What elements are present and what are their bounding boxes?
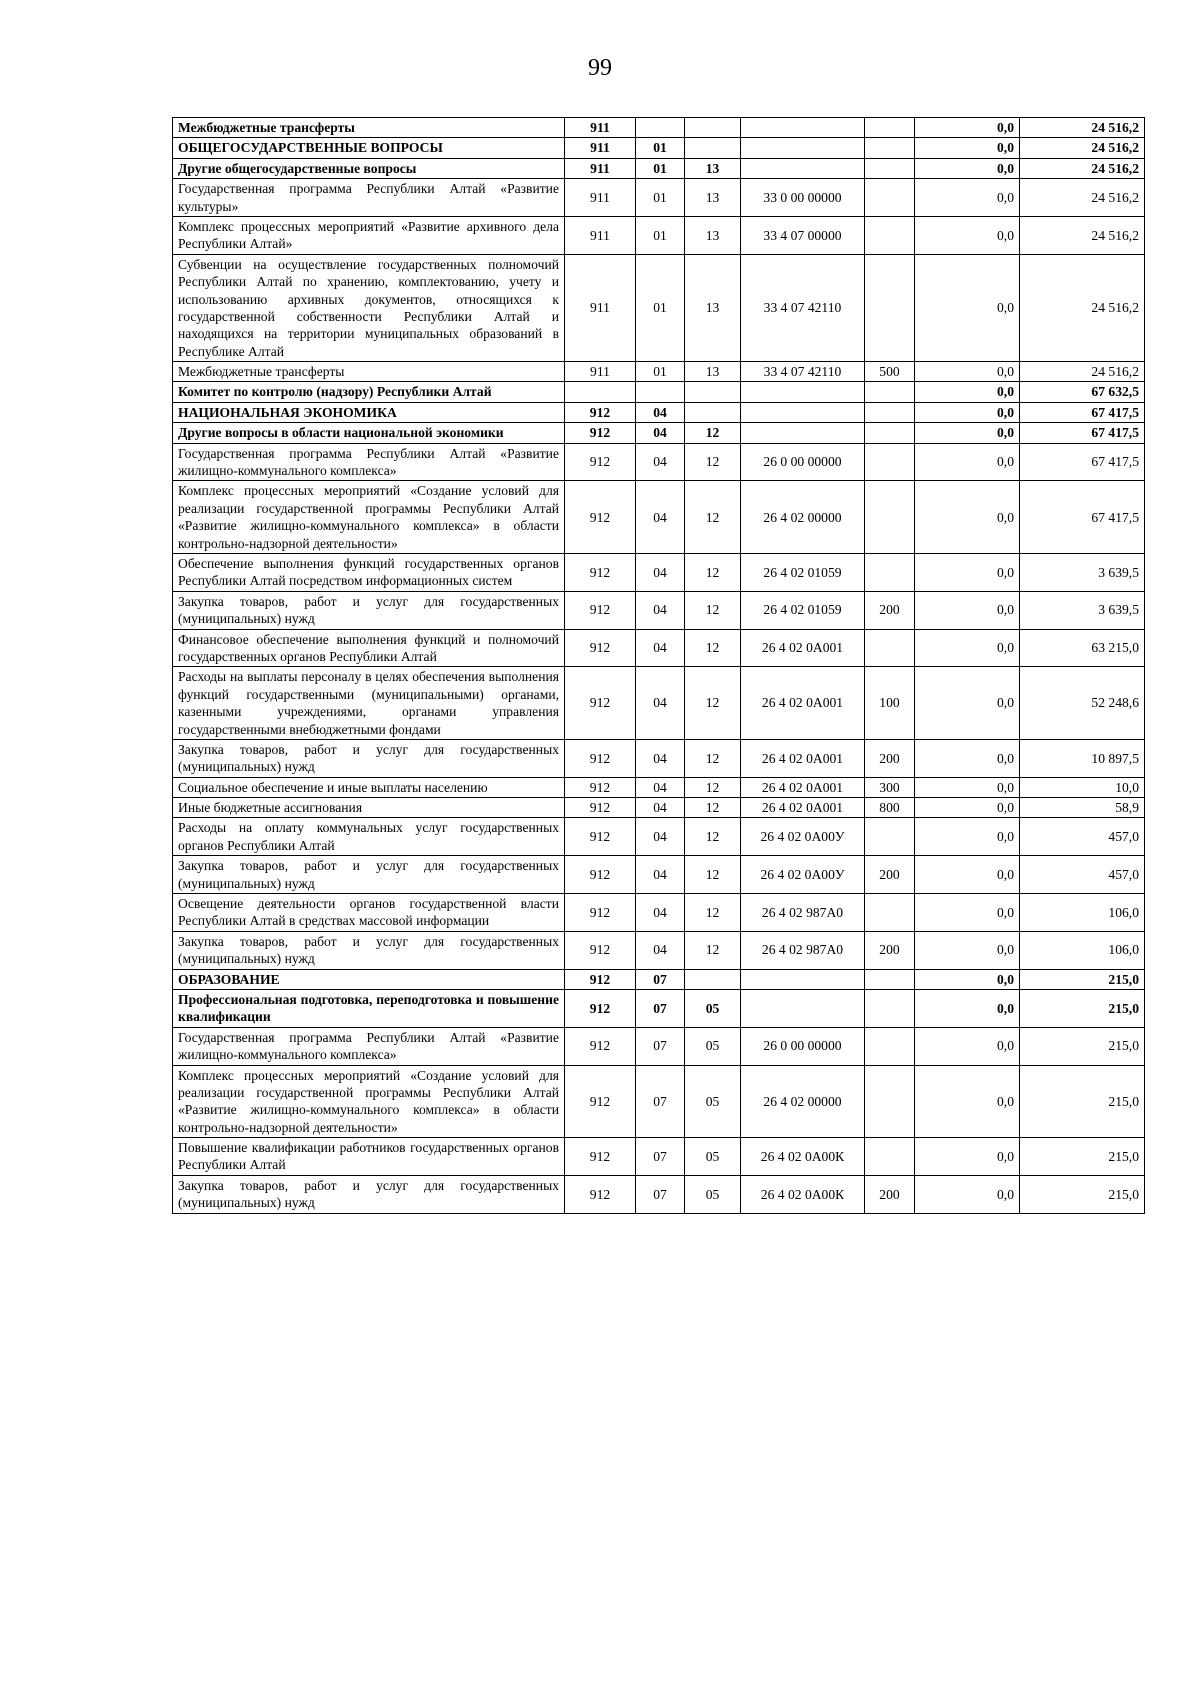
cell-section: 04	[636, 856, 685, 894]
cell-grbs: 911	[565, 254, 636, 361]
cell-expense-type	[865, 138, 915, 158]
cell-target-article: 33 4 07 00000	[741, 216, 865, 254]
cell-amount-2: 10 897,5	[1020, 739, 1145, 777]
cell-target-article: 26 4 02 0А00К	[741, 1138, 865, 1176]
cell-amount-2: 457,0	[1020, 856, 1145, 894]
cell-name: Закупка товаров, работ и услуг для государственных (муниципальных) нужд	[173, 931, 565, 969]
cell-amount-1: 0,0	[915, 1027, 1020, 1065]
table-row	[173, 969, 1145, 989]
cell-subsection: 12	[685, 777, 741, 797]
cell-section: 01	[636, 216, 685, 254]
cell-expense-type	[865, 179, 915, 217]
cell-name: Государственная программа Республики Алтай «Развитие жилищно-коммунального комплекса»	[173, 443, 565, 481]
cell-amount-1: 0,0	[915, 1175, 1020, 1213]
cell-amount-2: 67 417,5	[1020, 423, 1145, 443]
cell-name: Иные бюджетные ассигнования	[173, 798, 565, 818]
cell-target-article: 26 4 02 0А001	[741, 739, 865, 777]
table-row	[173, 667, 1145, 740]
cell-subsection: 12	[685, 443, 741, 481]
cell-amount-1: 0,0	[915, 667, 1020, 740]
cell-amount-1: 0,0	[915, 777, 1020, 797]
table-row	[173, 216, 1145, 254]
cell-section	[636, 382, 685, 402]
cell-subsection: 12	[685, 667, 741, 740]
cell-target-article: 26 0 00 00000	[741, 1027, 865, 1065]
cell-grbs: 912	[565, 856, 636, 894]
table-row	[173, 443, 1145, 481]
table-row	[173, 1027, 1145, 1065]
cell-name: ОБРАЗОВАНИЕ	[173, 969, 565, 989]
budget-table	[172, 117, 1145, 1214]
cell-target-article	[741, 382, 865, 402]
cell-name: НАЦИОНАЛЬНАЯ ЭКОНОМИКА	[173, 402, 565, 422]
cell-subsection: 13	[685, 254, 741, 361]
cell-amount-1: 0,0	[915, 382, 1020, 402]
table-row	[173, 894, 1145, 932]
cell-expense-type	[865, 216, 915, 254]
table-row	[173, 739, 1145, 777]
cell-expense-type	[865, 382, 915, 402]
cell-amount-1: 0,0	[915, 553, 1020, 591]
cell-section: 04	[636, 481, 685, 554]
cell-section: 01	[636, 179, 685, 217]
cell-target-article: 26 4 02 0А001	[741, 667, 865, 740]
cell-amount-1: 0,0	[915, 798, 1020, 818]
table-row	[173, 158, 1145, 178]
table-row	[173, 553, 1145, 591]
cell-expense-type	[865, 969, 915, 989]
cell-section: 07	[636, 989, 685, 1027]
cell-amount-2: 24 516,2	[1020, 118, 1145, 138]
cell-expense-type	[865, 1027, 915, 1065]
cell-amount-2: 106,0	[1020, 931, 1145, 969]
cell-amount-2: 457,0	[1020, 818, 1145, 856]
cell-target-article: 26 4 02 987А0	[741, 894, 865, 932]
cell-name: Комплекс процессных мероприятий «Создание условий для реализации государственной программы Республики Алтай «Развитие жилищно-коммунального комплекса» в области контрольно-надзорной деятельности»	[173, 481, 565, 554]
cell-subsection	[685, 118, 741, 138]
cell-expense-type	[865, 1138, 915, 1176]
cell-target-article: 26 4 02 01059	[741, 591, 865, 629]
cell-amount-1: 0,0	[915, 362, 1020, 382]
cell-subsection: 05	[685, 989, 741, 1027]
cell-expense-type	[865, 989, 915, 1027]
cell-expense-type: 200	[865, 591, 915, 629]
table-row	[173, 818, 1145, 856]
cell-section: 01	[636, 138, 685, 158]
cell-expense-type	[865, 118, 915, 138]
cell-amount-2: 215,0	[1020, 1027, 1145, 1065]
cell-grbs: 911	[565, 158, 636, 178]
cell-expense-type	[865, 629, 915, 667]
cell-target-article: 26 4 02 0А00К	[741, 1175, 865, 1213]
cell-expense-type	[865, 481, 915, 554]
table-row	[173, 362, 1145, 382]
cell-name: Межбюджетные трансферты	[173, 362, 565, 382]
cell-amount-2: 215,0	[1020, 1138, 1145, 1176]
cell-section: 04	[636, 818, 685, 856]
table-row	[173, 1138, 1145, 1176]
cell-expense-type: 100	[865, 667, 915, 740]
cell-expense-type: 800	[865, 798, 915, 818]
table-row	[173, 402, 1145, 422]
cell-subsection: 12	[685, 629, 741, 667]
cell-amount-1: 0,0	[915, 629, 1020, 667]
cell-subsection: 13	[685, 362, 741, 382]
cell-section: 04	[636, 739, 685, 777]
cell-target-article	[741, 423, 865, 443]
cell-subsection: 05	[685, 1065, 741, 1138]
cell-section: 04	[636, 777, 685, 797]
cell-amount-1: 0,0	[915, 443, 1020, 481]
cell-amount-1: 0,0	[915, 1065, 1020, 1138]
cell-grbs: 912	[565, 1027, 636, 1065]
cell-amount-1: 0,0	[915, 989, 1020, 1027]
cell-grbs: 911	[565, 138, 636, 158]
cell-grbs: 911	[565, 118, 636, 138]
cell-target-article: 26 4 02 0А001	[741, 777, 865, 797]
cell-grbs: 912	[565, 481, 636, 554]
cell-target-article: 26 4 02 00000	[741, 481, 865, 554]
cell-expense-type	[865, 254, 915, 361]
cell-amount-2: 52 248,6	[1020, 667, 1145, 740]
cell-amount-1: 0,0	[915, 216, 1020, 254]
cell-amount-2: 67 417,5	[1020, 443, 1145, 481]
cell-name: Другие общегосударственные вопросы	[173, 158, 565, 178]
cell-expense-type: 200	[865, 739, 915, 777]
cell-name: Закупка товаров, работ и услуг для государственных (муниципальных) нужд	[173, 856, 565, 894]
cell-target-article: 26 4 02 0А001	[741, 629, 865, 667]
cell-section: 04	[636, 931, 685, 969]
cell-amount-2: 24 516,2	[1020, 216, 1145, 254]
cell-expense-type: 300	[865, 777, 915, 797]
cell-amount-2: 24 516,2	[1020, 138, 1145, 158]
cell-amount-1: 0,0	[915, 739, 1020, 777]
cell-subsection	[685, 969, 741, 989]
cell-amount-2: 24 516,2	[1020, 254, 1145, 361]
cell-subsection: 12	[685, 553, 741, 591]
cell-amount-1: 0,0	[915, 118, 1020, 138]
cell-section: 07	[636, 1175, 685, 1213]
cell-section: 01	[636, 254, 685, 361]
cell-expense-type: 500	[865, 362, 915, 382]
cell-name: Обеспечение выполнения функций государственных органов Республики Алтай посредством информационных систем	[173, 553, 565, 591]
cell-subsection: 12	[685, 894, 741, 932]
cell-amount-1: 0,0	[915, 894, 1020, 932]
cell-amount-1: 0,0	[915, 1138, 1020, 1176]
table-row	[173, 989, 1145, 1027]
cell-amount-2: 67 417,5	[1020, 481, 1145, 554]
cell-amount-1: 0,0	[915, 931, 1020, 969]
cell-amount-2: 106,0	[1020, 894, 1145, 932]
table-row	[173, 629, 1145, 667]
table-row	[173, 179, 1145, 217]
cell-name: Освещение деятельности органов государственной власти Республики Алтай в средствах массовой информации	[173, 894, 565, 932]
cell-target-article: 33 4 07 42110	[741, 254, 865, 361]
cell-subsection: 12	[685, 481, 741, 554]
cell-subsection: 13	[685, 158, 741, 178]
cell-section: 04	[636, 423, 685, 443]
table-row	[173, 423, 1145, 443]
cell-grbs	[565, 382, 636, 402]
table-row	[173, 254, 1145, 361]
cell-expense-type: 200	[865, 931, 915, 969]
cell-name: Социальное обеспечение и иные выплаты населению	[173, 777, 565, 797]
cell-amount-1: 0,0	[915, 818, 1020, 856]
cell-amount-2: 215,0	[1020, 969, 1145, 989]
cell-section: 04	[636, 629, 685, 667]
cell-name: Закупка товаров, работ и услуг для государственных (муниципальных) нужд	[173, 1175, 565, 1213]
cell-target-article: 33 4 07 42110	[741, 362, 865, 382]
cell-amount-2: 58,9	[1020, 798, 1145, 818]
cell-target-article	[741, 989, 865, 1027]
cell-target-article: 26 4 02 01059	[741, 553, 865, 591]
cell-section: 04	[636, 591, 685, 629]
cell-grbs: 912	[565, 989, 636, 1027]
cell-amount-1: 0,0	[915, 856, 1020, 894]
cell-amount-2: 67 632,5	[1020, 382, 1145, 402]
table-row	[173, 777, 1145, 797]
cell-section: 04	[636, 443, 685, 481]
cell-amount-2: 215,0	[1020, 1065, 1145, 1138]
cell-subsection	[685, 402, 741, 422]
cell-name: Комплекс процессных мероприятий «Создание условий для реализации государственной программы Республики Алтай «Развитие жилищно-коммунального комплекса» в области контрольно-надзорной деятельности»	[173, 1065, 565, 1138]
cell-amount-2: 63 215,0	[1020, 629, 1145, 667]
cell-subsection: 05	[685, 1138, 741, 1176]
page-number: 99	[588, 55, 612, 81]
cell-target-article	[741, 138, 865, 158]
cell-subsection	[685, 138, 741, 158]
cell-target-article	[741, 402, 865, 422]
cell-section: 07	[636, 1065, 685, 1138]
cell-section: 07	[636, 1027, 685, 1065]
cell-grbs: 912	[565, 443, 636, 481]
cell-section: 07	[636, 1138, 685, 1176]
cell-subsection: 12	[685, 818, 741, 856]
cell-target-article: 26 4 02 0А00У	[741, 818, 865, 856]
cell-amount-2: 215,0	[1020, 989, 1145, 1027]
cell-subsection: 12	[685, 423, 741, 443]
cell-name: Комплекс процессных мероприятий «Развитие архивного дела Республики Алтай»	[173, 216, 565, 254]
cell-grbs: 912	[565, 591, 636, 629]
table-row	[173, 1175, 1145, 1213]
cell-grbs: 912	[565, 423, 636, 443]
cell-target-article: 26 4 02 0А00У	[741, 856, 865, 894]
cell-name: Межбюджетные трансферты	[173, 118, 565, 138]
cell-section: 04	[636, 894, 685, 932]
cell-expense-type	[865, 423, 915, 443]
cell-subsection: 13	[685, 216, 741, 254]
cell-name: Субвенции на осуществление государственных полномочий Республики Алтай по хранению, комплектованию, учету и использованию архивных документов, относящихся к государственной собственности Республики Алтай и находящихся на территории муниципальных образований в Республике Алтай	[173, 254, 565, 361]
cell-target-article: 26 0 00 00000	[741, 443, 865, 481]
cell-amount-2: 3 639,5	[1020, 591, 1145, 629]
cell-expense-type	[865, 818, 915, 856]
cell-expense-type	[865, 443, 915, 481]
cell-expense-type	[865, 894, 915, 932]
table-row	[173, 591, 1145, 629]
cell-expense-type: 200	[865, 1175, 915, 1213]
cell-expense-type	[865, 158, 915, 178]
cell-subsection	[685, 382, 741, 402]
cell-amount-2: 24 516,2	[1020, 362, 1145, 382]
cell-target-article	[741, 158, 865, 178]
cell-name: Повышение квалификации работников государственных органов Республики Алтай	[173, 1138, 565, 1176]
cell-grbs: 912	[565, 777, 636, 797]
cell-section	[636, 118, 685, 138]
cell-grbs: 912	[565, 818, 636, 856]
cell-subsection: 05	[685, 1027, 741, 1065]
cell-grbs: 912	[565, 969, 636, 989]
cell-grbs: 912	[565, 667, 636, 740]
cell-amount-2: 24 516,2	[1020, 158, 1145, 178]
cell-name: Профессиональная подготовка, переподготовка и повышение квалификации	[173, 989, 565, 1027]
cell-amount-1: 0,0	[915, 423, 1020, 443]
cell-section: 04	[636, 798, 685, 818]
cell-amount-2: 215,0	[1020, 1175, 1145, 1213]
cell-section: 04	[636, 553, 685, 591]
cell-amount-2: 67 417,5	[1020, 402, 1145, 422]
cell-target-article: 33 0 00 00000	[741, 179, 865, 217]
table-row	[173, 931, 1145, 969]
cell-target-article: 26 4 02 00000	[741, 1065, 865, 1138]
cell-subsection: 12	[685, 591, 741, 629]
cell-name: Закупка товаров, работ и услуг для государственных (муниципальных) нужд	[173, 591, 565, 629]
cell-amount-2: 10,0	[1020, 777, 1145, 797]
cell-grbs: 912	[565, 1175, 636, 1213]
cell-grbs: 912	[565, 1065, 636, 1138]
table-row	[173, 382, 1145, 402]
cell-subsection: 12	[685, 931, 741, 969]
cell-name: Государственная программа Республики Алтай «Развитие жилищно-коммунального комплекса»	[173, 1027, 565, 1065]
table-row	[173, 798, 1145, 818]
cell-amount-1: 0,0	[915, 591, 1020, 629]
cell-section: 04	[636, 667, 685, 740]
cell-grbs: 912	[565, 1138, 636, 1176]
cell-section: 01	[636, 362, 685, 382]
cell-grbs: 911	[565, 362, 636, 382]
cell-subsection: 05	[685, 1175, 741, 1213]
cell-grbs: 912	[565, 894, 636, 932]
table-body	[173, 118, 1145, 1214]
cell-expense-type	[865, 402, 915, 422]
cell-name: ОБЩЕГОСУДАРСТВЕННЫЕ ВОПРОСЫ	[173, 138, 565, 158]
cell-amount-1: 0,0	[915, 138, 1020, 158]
cell-target-article: 26 4 02 987А0	[741, 931, 865, 969]
cell-grbs: 912	[565, 931, 636, 969]
cell-expense-type	[865, 1065, 915, 1138]
cell-grbs: 912	[565, 553, 636, 591]
cell-section: 01	[636, 158, 685, 178]
cell-name: Финансовое обеспечение выполнения функций и полномочий государственных органов Республики Алтай	[173, 629, 565, 667]
cell-name: Другие вопросы в области национальной экономики	[173, 423, 565, 443]
table-row	[173, 138, 1145, 158]
cell-section: 04	[636, 402, 685, 422]
cell-grbs: 911	[565, 216, 636, 254]
cell-amount-2: 3 639,5	[1020, 553, 1145, 591]
cell-subsection: 12	[685, 739, 741, 777]
cell-amount-1: 0,0	[915, 481, 1020, 554]
cell-expense-type: 200	[865, 856, 915, 894]
cell-target-article: 26 4 02 0А001	[741, 798, 865, 818]
cell-amount-1: 0,0	[915, 254, 1020, 361]
cell-amount-1: 0,0	[915, 179, 1020, 217]
cell-section: 07	[636, 969, 685, 989]
cell-grbs: 912	[565, 739, 636, 777]
cell-subsection: 12	[685, 856, 741, 894]
cell-grbs: 912	[565, 629, 636, 667]
cell-subsection: 12	[685, 798, 741, 818]
cell-name: Расходы на выплаты персоналу в целях обеспечения выполнения функций государственными (муниципальными) органами, казенными учреждениями, органами управления государственными внебюджетными фондами	[173, 667, 565, 740]
cell-name: Расходы на оплату коммунальных услуг государственных органов Республики Алтай	[173, 818, 565, 856]
cell-subsection: 13	[685, 179, 741, 217]
table-row	[173, 856, 1145, 894]
cell-grbs: 912	[565, 798, 636, 818]
cell-target-article	[741, 118, 865, 138]
cell-target-article	[741, 969, 865, 989]
cell-amount-1: 0,0	[915, 402, 1020, 422]
cell-expense-type	[865, 553, 915, 591]
cell-amount-1: 0,0	[915, 158, 1020, 178]
cell-grbs: 911	[565, 179, 636, 217]
cell-amount-1: 0,0	[915, 969, 1020, 989]
cell-name: Государственная программа Республики Алтай «Развитие культуры»	[173, 179, 565, 217]
cell-grbs: 912	[565, 402, 636, 422]
cell-name: Закупка товаров, работ и услуг для государственных (муниципальных) нужд	[173, 739, 565, 777]
table-row	[173, 1065, 1145, 1138]
cell-name: Комитет по контролю (надзору) Республики Алтай	[173, 382, 565, 402]
table-row	[173, 118, 1145, 138]
table-row	[173, 481, 1145, 554]
cell-amount-2: 24 516,2	[1020, 179, 1145, 217]
